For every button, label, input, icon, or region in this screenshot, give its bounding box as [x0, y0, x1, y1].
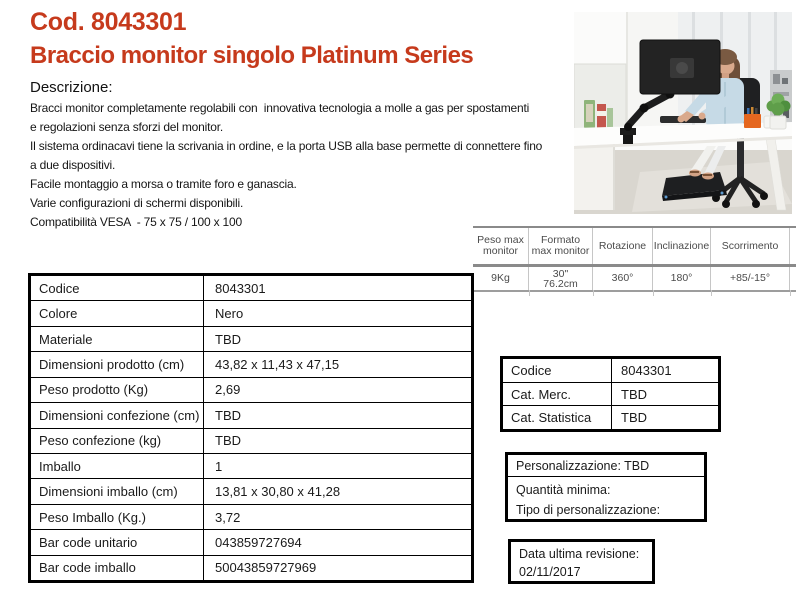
- row-value: TBD: [621, 386, 647, 402]
- row-label: Materiale: [31, 327, 204, 351]
- row-value: 043859727694: [215, 534, 302, 550]
- table-row: [31, 352, 471, 377]
- revision-label: Data ultima revisione:: [519, 547, 640, 561]
- table-row: [31, 454, 471, 479]
- row-value: 50043859727969: [215, 560, 317, 576]
- row-value: 3,72: [215, 509, 241, 525]
- row-label: Peso Imballo (Kg.): [31, 505, 204, 529]
- description-line: Compatibilità VESA - 75 x 75 / 100 x 100: [30, 215, 242, 229]
- spec-value-line: 30": [552, 267, 569, 280]
- row-label: Dimensioni prodotto (cm): [31, 352, 204, 376]
- description-paragraph: [30, 99, 542, 232]
- spec-value-cell: 9Kg: [473, 267, 529, 290]
- row-label: Bar code unitario: [31, 530, 204, 554]
- spec-header-cell: Peso max monitor: [473, 228, 529, 264]
- table-row: [31, 530, 471, 555]
- table-row: [503, 383, 718, 407]
- spec-value-line: 76.2cm: [543, 277, 578, 290]
- row-label: Peso confezione (kg): [31, 429, 204, 453]
- table-row: [31, 505, 471, 530]
- monitor: [640, 40, 720, 94]
- personalization-details: [508, 477, 704, 520]
- row-value: TBD: [215, 433, 241, 449]
- table-row: [31, 327, 471, 352]
- revision-date: 02/11/2017: [519, 565, 581, 579]
- table-row: [31, 429, 471, 454]
- row-label: Codice: [503, 359, 612, 382]
- description-line: e regolazioni senza sforzi del monitor.: [30, 120, 223, 134]
- row-value: 1: [215, 458, 223, 474]
- product-photo: [574, 12, 792, 214]
- spec-value-cell: +85/-15°: [711, 267, 790, 290]
- spec-value-cell: 360°: [593, 267, 653, 290]
- revision-box: [508, 539, 655, 584]
- table-row: [31, 556, 471, 580]
- desk-cabinet: [574, 142, 614, 210]
- row-label: Colore: [31, 301, 204, 325]
- table-row: [503, 406, 718, 429]
- row-label: Dimensioni confezione (cm): [31, 403, 204, 427]
- personalization-line: Tipo di personalizzazione:: [516, 503, 661, 517]
- page-title-product: Braccio monitor singolo Platinum Series: [30, 42, 474, 69]
- table-row: [31, 378, 471, 403]
- row-label: Dimensioni imballo (cm): [31, 479, 204, 503]
- spec-table-header: [473, 226, 796, 267]
- row-label: Cat. Merc.: [503, 383, 612, 406]
- table-row: [31, 403, 471, 428]
- spec-header-cell: Scorrimento: [711, 228, 790, 264]
- spec-header-cell: Rotazione: [593, 228, 653, 264]
- spec-value-cell: [790, 267, 796, 290]
- description-line: Varie configurazioni di schermi disponibili.: [30, 196, 244, 210]
- spec-value-cell: [529, 267, 593, 290]
- table-row: [31, 301, 471, 326]
- table-row: [503, 359, 718, 383]
- table-row: [31, 479, 471, 504]
- row-label: Codice: [31, 276, 204, 300]
- row-value: 13,81 x 30,80 x 41,28: [215, 484, 341, 500]
- description-line: Facile montaggio a morsa o tramite foro e ganascia.: [30, 177, 297, 191]
- description-line: Il sistema ordinacavi tiene la scrivania in ordine, e la porta USB alla base permette di connettere fino: [30, 139, 543, 153]
- spec-table: [473, 226, 796, 292]
- spec-value-cell: 180°: [653, 267, 711, 290]
- row-value: 2,69: [215, 382, 241, 398]
- row-value: TBD: [621, 410, 647, 426]
- row-value: 8043301: [621, 362, 672, 378]
- row-value: 43,82 x 11,43 x 47,15: [215, 356, 340, 372]
- spec-header-cell: [790, 228, 796, 264]
- description-line: Bracci monitor completamente regolabili con innovativa tecnologia a molle a gas per spostamenti: [30, 101, 530, 115]
- row-value: TBD: [215, 331, 241, 347]
- spec-header-cell: Formato max monitor: [529, 228, 593, 264]
- row-label: Cat. Statistica: [503, 406, 612, 429]
- row-label: Peso prodotto (Kg): [31, 378, 204, 402]
- row-value: TBD: [215, 407, 241, 423]
- description-line: a due dispositivi.: [30, 158, 116, 172]
- spec-header-cell: Inclinazione: [653, 228, 711, 264]
- personalization-line: Personalizzazione: TBD: [508, 455, 704, 477]
- page-title-code: Cod. 8043301: [30, 8, 187, 36]
- table-row: [31, 276, 471, 301]
- row-label: Bar code imballo: [31, 556, 204, 580]
- row-value: Nero: [215, 306, 244, 322]
- desk-cabinet-edge: [613, 142, 615, 210]
- personalization-line: Quantità minima:: [516, 483, 611, 497]
- main-spec-table: [28, 273, 474, 583]
- category-table: [500, 356, 721, 432]
- personalization-box: [505, 452, 707, 522]
- row-value: 8043301: [215, 280, 266, 296]
- row-label: Imballo: [31, 454, 204, 478]
- spec-table-values: [473, 267, 796, 292]
- description-heading: Descrizione:: [30, 79, 113, 96]
